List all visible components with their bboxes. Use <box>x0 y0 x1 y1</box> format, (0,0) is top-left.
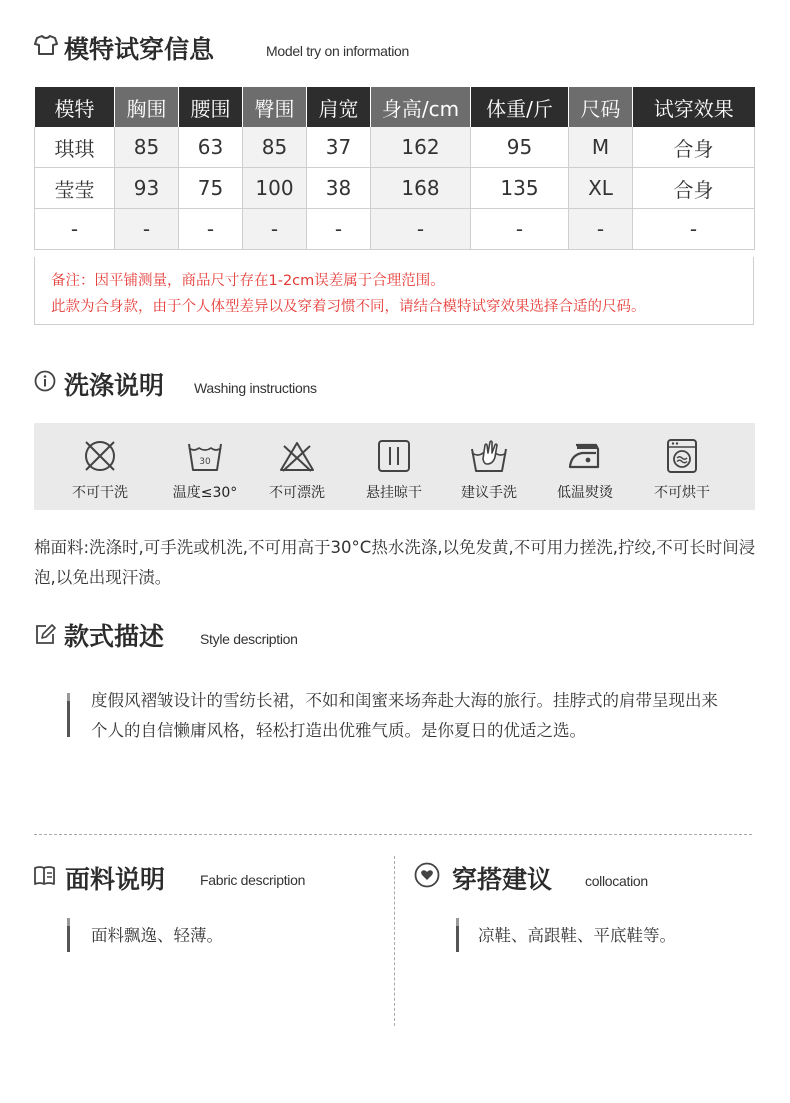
table-cell: - <box>569 209 633 250</box>
table-header: 肩宽 <box>307 87 371 127</box>
wash-item-iron-low <box>540 437 630 502</box>
table-cell: 93 <box>115 168 179 209</box>
wash-item-label: 建议手洗 <box>461 485 517 501</box>
wash-item-label: 不可烘干 <box>654 485 710 501</box>
table-cell: - <box>35 209 115 250</box>
wash-item-no-dry-clean <box>55 437 145 502</box>
table-row <box>35 168 755 209</box>
iron-low-icon <box>566 437 604 475</box>
table-cell: - <box>633 209 755 250</box>
column-divider <box>394 856 395 1026</box>
table-cell: - <box>307 209 371 250</box>
wash-item-no-tumble-dry <box>637 437 727 502</box>
wash-item-label: 不可干洗 <box>72 485 128 501</box>
washing-section-subtitle: Washing instructions <box>194 380 317 396</box>
table-header: 体重/斤 <box>471 87 569 127</box>
wash-item-30 <box>160 437 250 502</box>
table-cell: 168 <box>371 168 471 209</box>
wash-30-icon-text: 30 <box>199 457 211 467</box>
table-cell: XL <box>569 168 633 209</box>
table-cell: 162 <box>371 127 471 168</box>
table-cell: 95 <box>471 127 569 168</box>
table-cell: - <box>471 209 569 250</box>
table-header: 臀围 <box>243 87 307 127</box>
table-cell: - <box>371 209 471 250</box>
fabric-section-subtitle: Fabric description <box>200 872 306 888</box>
size-note-1: 备注：因平铺测量，商品尺寸存在1-2cm误差属于合理范围。 <box>51 273 445 289</box>
style-quote-bar <box>67 693 70 737</box>
table-cell: 75 <box>179 168 243 209</box>
washing-section-title: 洗涤说明 <box>64 371 165 400</box>
table-cell: 63 <box>179 127 243 168</box>
table-cell: 100 <box>243 168 307 209</box>
wash-30-icon <box>186 437 224 475</box>
no-dry-clean-icon <box>81 437 119 475</box>
section-divider <box>34 834 752 835</box>
model-section-subtitle: Model try on information <box>266 43 409 59</box>
collocation-quote-bar <box>456 918 459 952</box>
table-cell: M <box>569 127 633 168</box>
table-header: 身高/cm <box>371 87 471 127</box>
table-cell: - <box>243 209 307 250</box>
fabric-quote-bar <box>67 918 70 952</box>
wash-item-label: 悬挂晾干 <box>366 485 422 501</box>
model-section-title: 模特试穿信息 <box>64 35 215 64</box>
table-cell: 莹莹 <box>35 168 115 209</box>
fabric-section-title: 面料说明 <box>65 865 166 894</box>
wash-item-label: 低温熨烫 <box>557 485 613 501</box>
fabric-description-text: 面料飘逸、轻薄。 <box>91 926 223 945</box>
wash-item-hang-dry <box>349 437 439 502</box>
table-header: 腰围 <box>179 87 243 127</box>
size-table <box>34 87 755 250</box>
size-note-box <box>34 257 754 325</box>
wash-item-label: 不可漂洗 <box>269 485 325 501</box>
wash-item-no-bleach <box>252 437 342 502</box>
tshirt-icon <box>34 34 58 56</box>
table-cell: 38 <box>307 168 371 209</box>
table-cell: 合身 <box>633 127 755 168</box>
wash-item-hand-wash <box>444 437 534 502</box>
wash-item-label: 温度≤30° <box>172 485 238 501</box>
no-tumble-dry-icon <box>663 437 701 475</box>
table-cell: 37 <box>307 127 371 168</box>
collocation-text: 凉鞋、高跟鞋、平底鞋等。 <box>478 926 676 945</box>
table-cell: 85 <box>115 127 179 168</box>
table-cell: 85 <box>243 127 307 168</box>
no-bleach-icon <box>278 437 316 475</box>
hang-dry-icon <box>375 437 413 475</box>
table-cell: - <box>115 209 179 250</box>
table-header: 模特 <box>35 87 115 127</box>
table-header: 胸围 <box>115 87 179 127</box>
edit-icon <box>34 623 56 645</box>
collocation-section-subtitle: collocation <box>585 873 648 889</box>
table-row <box>35 209 755 250</box>
size-note-2: 此款为合身款，由于个人体型差异以及穿着习惯不同，请结合模特试穿效果选择合适的尺码。 <box>51 299 646 315</box>
washing-symbols-band <box>34 423 755 510</box>
style-description-text: 度假风褶皱设计的雪纺长裙，不如和闺蜜来场奔赴大海的旅行。挂脖式的肩带呈现出来个人的自信懒庸风格，轻松打造出优雅气质。是你夏日的优适之选。 <box>91 691 718 740</box>
table-cell: - <box>179 209 243 250</box>
fabric-book-icon <box>33 864 57 886</box>
table-cell: 合身 <box>633 168 755 209</box>
washing-instructions-text: 棉面料:洗涤时,可手洗或机洗,不可用高于30°C热水洗涤,以免发黄,不可用力搓洗,拧绞,不可长时间浸泡,以免出现汗渍。 <box>34 538 756 587</box>
collocation-section-title: 穿搭建议 <box>452 865 553 894</box>
info-icon <box>34 370 56 392</box>
table-header: 试穿效果 <box>633 87 755 127</box>
table-header-row <box>35 87 755 127</box>
style-section-subtitle: Style description <box>200 631 298 647</box>
table-cell: 琪琪 <box>35 127 115 168</box>
table-header: 尺码 <box>569 87 633 127</box>
table-row <box>35 127 755 168</box>
table-cell: 135 <box>471 168 569 209</box>
style-section-title: 款式描述 <box>64 622 165 651</box>
hand-wash-icon <box>470 437 508 475</box>
heart-icon <box>414 862 440 888</box>
